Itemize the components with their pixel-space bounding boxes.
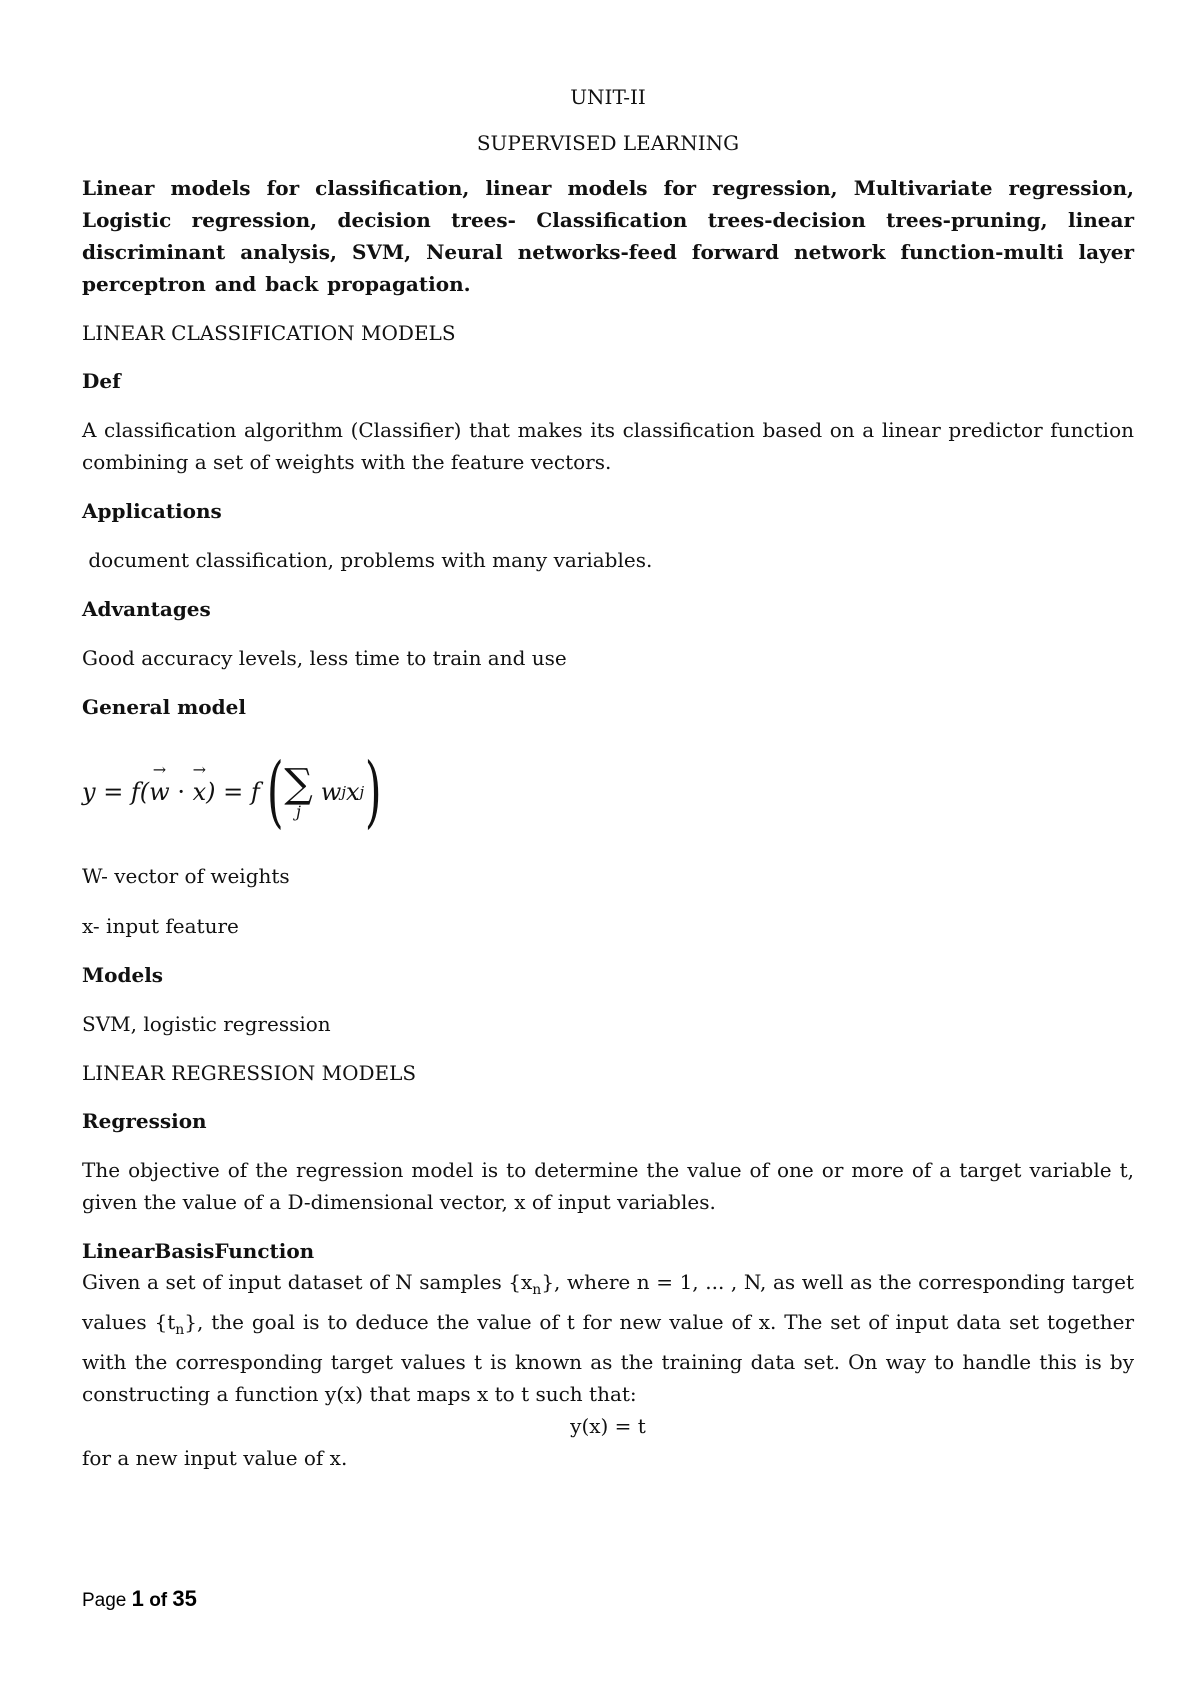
- advantages-heading: Advantages: [82, 597, 211, 621]
- models-text: SVM, logistic regression: [82, 1012, 331, 1036]
- footer-page-word: Page: [82, 1590, 127, 1611]
- def-heading: Def: [82, 369, 121, 393]
- x-definition: x- input feature: [82, 914, 239, 938]
- general-model-heading: General model: [82, 695, 246, 719]
- formula-term-x-sub: j: [359, 783, 365, 801]
- section-heading-linear-regression: LINEAR REGRESSION MODELS: [82, 1061, 417, 1085]
- general-model-formula: [82, 744, 1134, 840]
- formula-lhs: y = f(: [82, 778, 150, 806]
- formula-right-paren: ): [365, 747, 382, 837]
- basis-function-heading: LinearBasisFunction: [82, 1239, 315, 1263]
- formula-x-vector: x →: [193, 778, 207, 806]
- formula-dot: ·: [169, 778, 193, 806]
- basis-text-part-2: }, where n = 1, ... , N, as well as the corresponding target values {t: [82, 1270, 1134, 1334]
- formula-w-vector: w →: [149, 778, 170, 806]
- advantages-text: Good accuracy levels, less time to train and use: [82, 646, 567, 670]
- formula-sum: [284, 761, 313, 821]
- w-definition: W- vector of weights: [82, 864, 290, 888]
- regression-text: The objective of the regression model is to determine the value of one or more of a target variable t, given the value of a D-dimensional vector, x of input variables.: [82, 1158, 1134, 1214]
- basis-function-text: [82, 1266, 1134, 1410]
- subject-title: SUPERVISED LEARNING: [476, 131, 740, 155]
- formula-term-x: x: [345, 778, 360, 806]
- sum-index: j: [296, 802, 301, 821]
- basis-text-part-3: }, the goal is to deduce the value of t for new value of x. The set of input data set together with the corresponding target values t is known as the training data set. On way to handle this is by constructing a function y(x) that maps x to t such that:: [82, 1310, 1134, 1406]
- basis-text-part-1: Given a set of input dataset of N samples {x: [82, 1270, 533, 1294]
- mapping-equation: y(x) = t: [570, 1414, 646, 1438]
- basis-sub-n-2: n: [175, 1322, 185, 1338]
- footer-of-word: of: [149, 1590, 168, 1611]
- applications-heading: Applications: [82, 499, 222, 523]
- sum-symbol: ∑: [284, 761, 313, 807]
- basis-sub-n-1: n: [532, 1282, 542, 1298]
- page-footer: [82, 1586, 197, 1612]
- footer-total-pages: 35: [172, 1586, 197, 1611]
- section-heading-linear-classification: LINEAR CLASSIFICATION MODELS: [82, 321, 456, 345]
- formula-term-w-sub: j: [341, 783, 346, 801]
- footer-page-number: 1: [131, 1586, 144, 1611]
- models-heading: Models: [82, 963, 164, 987]
- def-text: A classification algorithm (Classifier) that makes its classification based on a linear predictor function combining a set of weights with the feature vectors.: [82, 418, 1134, 474]
- formula-mid: ) = f: [206, 778, 260, 806]
- applications-text: document classification, problems with many variables.: [82, 548, 653, 572]
- formula-left-paren: (: [266, 747, 284, 837]
- closing-text: for a new input value of x.: [82, 1446, 348, 1470]
- regression-heading: Regression: [82, 1109, 207, 1133]
- formula-term-w: w: [320, 778, 342, 806]
- syllabus-paragraph: Linear models for classification, linear models for regression, Multivariate regression, Logistic regression, decision trees- Classification trees-decision trees-pruning, linear discriminant analysis, SVM, Neural networks-feed forward network function-multi layer perceptron and back propagation.: [82, 176, 1134, 296]
- unit-title: UNIT-II: [570, 85, 646, 109]
